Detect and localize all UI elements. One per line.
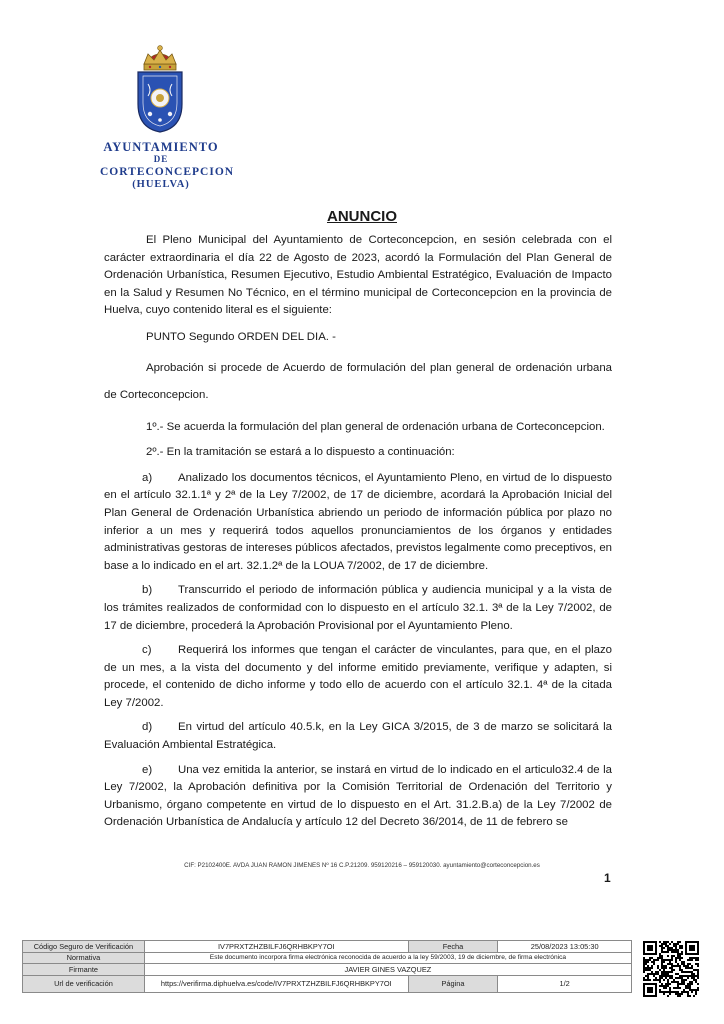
pagina-label: Página bbox=[408, 975, 498, 992]
item-d-label: d) bbox=[142, 721, 153, 734]
org-line-3: CORTECONCEPCION bbox=[100, 166, 235, 178]
document-title: ANUNCIO bbox=[327, 208, 397, 225]
org-line-1: AYUNTAMIENTO bbox=[103, 140, 219, 154]
item-a-paragraph bbox=[104, 470, 612, 576]
pagina-value: 1/2 bbox=[498, 975, 632, 992]
item-c-text: Requerirá los informes que tengan el carácter de vinculantes, para que, en el plazo de un mes, a la vista del documento y del informe emitido previamente, verifique y adapten, si procede, el contenido de dicho informe y todo ello de acuerdo con el artículo 32.1. 4ª de la citada Ley 7/2002. bbox=[104, 644, 612, 709]
table-row bbox=[23, 975, 632, 992]
url-value[interactable]: https://verifirma.diphuelva.es/code/IV7PRXTZHZBILFJ6QRHBKPY7OI bbox=[144, 975, 408, 992]
signature-verification-table bbox=[22, 940, 632, 993]
org-line-2: DE bbox=[153, 154, 169, 164]
footer-contact-line: CIF: P2102400E. AVDA JUAN RAMON JIMENES Nº 16 C.P.21209. 959120216 – 959120030. ayuntamiento@corteconcepcion.es bbox=[184, 862, 540, 869]
organization-name bbox=[100, 140, 235, 191]
item-c-paragraph bbox=[104, 642, 612, 712]
item-d-paragraph bbox=[104, 719, 612, 754]
firmante-value: JAVIER GINES VAZQUEZ bbox=[144, 964, 631, 976]
item-e-paragraph bbox=[104, 762, 612, 832]
point-2-paragraph: 2º.- En la tramitación se estará a lo dispuesto a continuación: bbox=[146, 446, 455, 459]
item-b-label: b) bbox=[142, 584, 153, 597]
csv-value: IV7PRXTZHZBILFJ6QRHBKPY7OI bbox=[144, 941, 408, 953]
item-b-text: Transcurrido el periodo de información pública y audiencia municipal y a la vista de los trámites realizados de conformidad con lo dispuesto en el artículo 32.1. 3ª de la Ley 7/2002, de 17 de diciembre, procederá la Aprobación Provisional por el Ayuntamiento Pleno. bbox=[104, 584, 612, 632]
org-line-4: (HUELVA) bbox=[132, 179, 190, 190]
item-a-text: Analizado los documentos técnicos, el Ayuntamiento Pleno, en virtud de lo dispuesto en el artículo 32.1.1ª y 2ª de la Ley 7/2002, de 17 de diciembre, acordará la Aprobación Inicial del Plan General de Ordenación Urbanística abriendo un periodo de información pública por plazo no inferior a un mes y requerirá todos aquellos pronunciamientos de los órganos y entidades administrativas gestoras de intereses públicos afectados, previstos legalmente como preceptivos, en base a lo indicado en el art. 32.1.2ª de la LOUA 7/2002, de 17 de diciembre. bbox=[104, 471, 612, 572]
page-number: 1 bbox=[604, 871, 611, 885]
csv-label: Código Seguro de Verificación bbox=[23, 941, 145, 953]
coat-of-arms-icon bbox=[134, 42, 186, 134]
item-c-label: c) bbox=[142, 644, 152, 657]
fecha-label: Fecha bbox=[408, 941, 498, 953]
aprobacion-paragraph: Aprobación si procede de Acuerdo de formulación del plan general de ordenación urbana de Corteconcepcion. bbox=[104, 361, 612, 401]
table-row bbox=[23, 941, 632, 953]
fecha-value: 25/08/2023 13:05:30 bbox=[498, 941, 632, 953]
normativa-label: Normativa bbox=[23, 952, 145, 964]
intro-paragraph: El Pleno Municipal del Ayuntamiento de Corteconcepcion, en sesión celebrada con el carácter extraordinaria el día 22 de Agosto de 2023, acordó la Formulación del Plan General de Ordenación Urbanística, Resumen Ejecutivo, Estudio Ambiental Estratégico, Evaluación de Impacto en la Salud y Resumen No Técnico, en el término municipal de Corteconcepcion en la provincia de Huelva, cuyo contenido literal es el siguiente: bbox=[104, 234, 612, 317]
table-row bbox=[23, 952, 632, 964]
firmante-label: Firmante bbox=[23, 964, 145, 976]
punto-paragraph: PUNTO Segundo ORDEN DEL DIA. - bbox=[146, 330, 336, 343]
document-body bbox=[104, 232, 612, 832]
item-e-label: e) bbox=[142, 763, 153, 776]
item-d-text: En virtud del artículo 40.5.k, en la Ley GICA 3/2015, de 3 de marzo se solicitará la Evaluación Ambiental Estratégica. bbox=[104, 721, 612, 752]
point-1-paragraph: 1º.- Se acuerda la formulación del plan general de ordenación urbana de Corteconcepcion. bbox=[146, 420, 605, 433]
url-label: Url de verificación bbox=[23, 975, 145, 992]
item-b-paragraph bbox=[104, 582, 612, 635]
item-a-label: a) bbox=[142, 471, 153, 484]
item-e-text: Una vez emitida la anterior, se instará en virtud de lo indicado en el articulo32.4 de la Ley 7/2002, la Aprobación definitiva por la Comisión Territorial de Ordenación del Territorio y Urbanismo, órgano competente en virtud de lo dispuesto en el Art. 31.2.B.a) de la Ley 7/2002 de Ordenación Urbanística de Andalucía y artículo 12 del Decreto 36/2014, de 11 de febrero se bbox=[104, 763, 612, 829]
qr-code-icon bbox=[643, 941, 699, 997]
table-row bbox=[23, 964, 632, 976]
normativa-value: Este documento incorpora firma electrónica reconocida de acuerdo a la ley 59/2003, 19 de diciembre, de firma electrónica bbox=[144, 952, 631, 964]
